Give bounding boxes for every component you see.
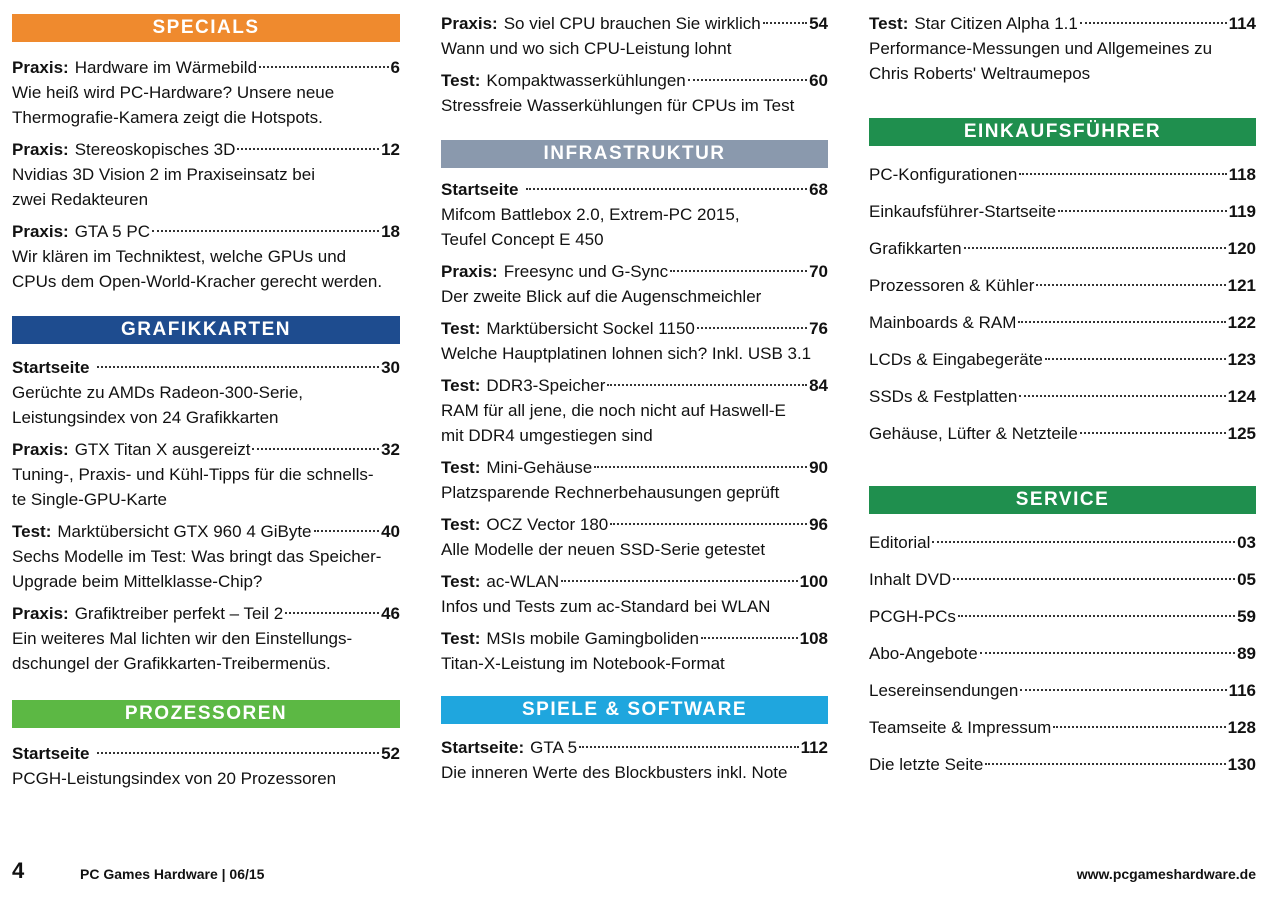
entry-page-number: 60 — [809, 71, 828, 90]
entry-description-line: Titan-X-Leistung im Notebook-Format — [441, 654, 725, 673]
index-item-page: 120 — [1227, 239, 1256, 258]
entry-type-label: Test: — [441, 376, 481, 395]
entry-page-number: 100 — [799, 572, 828, 591]
index-list-item — [869, 598, 1256, 635]
toc-entry — [12, 138, 400, 212]
entry-type-label: Praxis: — [12, 604, 69, 623]
index-item-label: PCGH-PCs — [869, 607, 956, 626]
entry-page-number: 114 — [1228, 14, 1256, 33]
section-header-specials: SPECIALS — [12, 14, 400, 42]
index-item-label: Inhalt DVD — [869, 570, 952, 589]
footer-page-number: 4 — [12, 858, 25, 883]
entry-page-number: 46 — [381, 604, 400, 623]
entry-page-number: 6 — [390, 58, 400, 77]
toc-entry-line — [441, 456, 828, 480]
toc-entry — [441, 374, 828, 448]
entry-page-number: 40 — [381, 522, 400, 541]
toc-entry-line — [12, 602, 400, 626]
index-list-item — [869, 672, 1256, 709]
toc-entry-line — [12, 220, 400, 244]
entry-description-line: Die inneren Werte des Blockbusters inkl. Note — [441, 763, 788, 782]
section-spiele-continued — [869, 12, 1256, 86]
dot-leader — [985, 763, 1225, 765]
toc-entry — [441, 456, 828, 505]
index-item-label: Gehäuse, Lüfter & Netzteile — [869, 424, 1078, 443]
entry-description-line: Welche Hauptplatinen lohnen sich? Inkl. USB 3.1 — [441, 344, 812, 363]
entry-description-line: Sechs Modelle im Test: Was bringt das Speicher- — [12, 547, 382, 566]
index-list-item — [869, 193, 1256, 230]
entry-title: Marktübersicht GTX 960 4 GiByte — [57, 522, 312, 541]
entry-page-number: 96 — [809, 515, 828, 534]
entry-description-line: Wir klären im Techniktest, welche GPUs und — [12, 247, 347, 266]
index-item-label: PC-Konfigurationen — [869, 165, 1018, 184]
toc-entry — [441, 69, 828, 118]
entry-description-line: Performance-Messungen und Allgemeines zu — [869, 39, 1213, 58]
dot-leader — [953, 578, 1235, 580]
dot-leader — [1058, 210, 1226, 212]
dot-leader — [1036, 284, 1225, 286]
dot-leader — [1053, 726, 1225, 728]
toc-entry — [12, 220, 400, 294]
entry-description-line: Chris Roberts' Weltraumepos — [869, 64, 1091, 83]
index-item-page: 123 — [1227, 350, 1256, 369]
entry-title: Kompaktwasserkühlungen — [486, 71, 686, 90]
entry-type-label: Test: — [441, 71, 481, 90]
entry-page-number: 30 — [381, 358, 400, 377]
entry-page-number: 84 — [809, 376, 828, 395]
toc-entry — [441, 736, 828, 785]
dot-leader — [1020, 689, 1226, 691]
entry-type-label: Test: — [12, 522, 52, 541]
entry-type-label: Test: — [869, 14, 909, 33]
entry-type-label: Test: — [441, 572, 481, 591]
toc-entry — [441, 317, 828, 366]
entry-page-number: 108 — [799, 629, 828, 648]
index-item-page: 130 — [1227, 755, 1256, 774]
index-item-label: Abo-Angebote — [869, 644, 978, 663]
section-einkaufsfuehrer — [869, 156, 1256, 452]
index-item-label: LCDs & Eingabegeräte — [869, 350, 1043, 369]
toc-entry — [12, 356, 400, 430]
index-item-page: 05 — [1237, 570, 1256, 589]
entry-title: Mini-Gehäuse — [486, 458, 593, 477]
entry-description-line: Teufel Concept E 450 — [441, 230, 604, 249]
footer-website-url: www.pcgameshardware.de — [1076, 866, 1256, 882]
entry-description-line: CPUs dem Open-World-Kracher gerecht werden. — [12, 272, 383, 291]
index-item-page: 116 — [1228, 681, 1256, 700]
entry-type-label: Startseite — [12, 744, 90, 763]
dot-leader — [980, 652, 1235, 654]
index-item-page: 128 — [1227, 718, 1256, 737]
column-right — [869, 0, 1256, 783]
column-middle — [441, 0, 828, 793]
section-header-service: SERVICE — [869, 486, 1256, 514]
index-list-item — [869, 746, 1256, 783]
toc-entry-line — [441, 736, 828, 760]
entry-description-line: Mifcom Battlebox 2.0, Extrem-PC 2015, — [441, 205, 740, 224]
section-header-grafikkarten: GRAFIKKARTEN — [12, 316, 400, 344]
toc-entry-line — [441, 12, 828, 36]
section-infrastruktur — [441, 178, 828, 676]
dot-leader — [237, 148, 379, 150]
toc-entry-line — [441, 627, 828, 651]
section-prozessoren — [12, 742, 400, 791]
index-item-page: 118 — [1228, 165, 1256, 184]
entry-description-line: Wie heiß wird PC-Hardware? Unsere neue — [12, 83, 335, 102]
entry-description-line: te Single-GPU-Karte — [12, 490, 167, 509]
entry-page-number: 70 — [809, 262, 828, 281]
entry-description-line: Ein weiteres Mal lichten wir den Einstellungs- — [12, 629, 353, 648]
toc-entry-line — [12, 138, 400, 162]
entry-title: ac-WLAN — [486, 572, 560, 591]
index-list-item — [869, 378, 1256, 415]
entry-page-number: 12 — [381, 140, 400, 159]
dot-leader — [97, 366, 379, 368]
dot-leader — [1045, 358, 1226, 360]
index-list-item — [869, 524, 1256, 561]
toc-entry-line — [441, 260, 828, 284]
dot-leader — [964, 247, 1226, 249]
entry-description-line: Leistungsindex von 24 Grafikkarten — [12, 408, 279, 427]
dot-leader — [252, 448, 379, 450]
dot-leader — [97, 752, 379, 754]
toc-entry — [441, 513, 828, 562]
entry-type-label: Startseite — [12, 358, 90, 377]
entry-title: Marktübersicht Sockel 1150 — [486, 319, 695, 338]
toc-entry — [441, 627, 828, 676]
entry-type-label: Test: — [441, 458, 481, 477]
index-list-item — [869, 415, 1256, 452]
dot-leader — [314, 530, 380, 532]
entry-page-number: 18 — [381, 222, 400, 241]
entry-description-line: Gerüchte zu AMDs Radeon-300-Serie, — [12, 383, 304, 402]
section-prozessoren-continued — [441, 12, 828, 118]
index-item-label: SSDs & Festplatten — [869, 387, 1018, 406]
index-item-page: 89 — [1237, 644, 1256, 663]
entry-title: Grafiktreiber perfekt – Teil 2 — [74, 604, 284, 623]
entry-title: Stereoskopisches 3D — [74, 140, 236, 159]
dot-leader — [285, 612, 379, 614]
entry-type-label: Praxis: — [12, 140, 69, 159]
toc-entry — [12, 438, 400, 512]
entry-description-line: Upgrade beim Mittelklasse-Chip? — [12, 572, 263, 591]
toc-entry — [12, 742, 400, 791]
section-header-einkaufsfuehrer: EINKAUFSFÜHRER — [869, 118, 1256, 146]
index-item-label: Einkaufsführer-Startseite — [869, 202, 1057, 221]
entry-description-line: Tuning-, Praxis- und Kühl-Tipps für die schnells- — [12, 465, 374, 484]
entry-page-number: 90 — [809, 458, 828, 477]
entry-page-number: 112 — [800, 738, 828, 757]
index-item-label: Lesereinsendungen — [869, 681, 1019, 700]
entry-type-label: Praxis: — [12, 58, 69, 77]
index-list-item — [869, 304, 1256, 341]
toc-entry-line — [12, 742, 400, 766]
index-list-item — [869, 635, 1256, 672]
entry-description-line: Infos und Tests zum ac-Standard bei WLAN — [441, 597, 771, 616]
entry-type-label: Startseite — [441, 180, 519, 199]
entry-page-number: 54 — [809, 14, 828, 33]
toc-entry-line — [869, 12, 1256, 36]
dot-leader — [526, 188, 807, 190]
section-specials — [12, 56, 400, 294]
entry-description-line: dschungel der Grafikkarten-Treibermenüs. — [12, 654, 331, 673]
index-list-item — [869, 561, 1256, 598]
index-list-item — [869, 341, 1256, 378]
entry-description-line: Der zweite Blick auf die Augenschmeichler — [441, 287, 762, 306]
entry-title: DDR3-Speicher — [486, 376, 606, 395]
toc-entry-line — [441, 570, 828, 594]
dot-leader — [1018, 321, 1225, 323]
dot-leader — [1019, 395, 1225, 397]
toc-entry — [441, 178, 828, 252]
toc-entry — [12, 56, 400, 130]
index-item-label: Die letzte Seite — [869, 755, 984, 774]
dot-leader — [958, 615, 1235, 617]
dot-leader — [932, 541, 1235, 543]
index-item-page: 59 — [1237, 607, 1256, 626]
dot-leader — [670, 270, 807, 272]
dot-leader — [1080, 22, 1227, 24]
entry-type-label: Praxis: — [441, 262, 498, 281]
toc-entry-line — [441, 513, 828, 537]
toc-entry-line — [12, 438, 400, 462]
dot-leader — [152, 230, 379, 232]
dot-leader — [610, 523, 807, 525]
section-header-prozessoren: PROZESSOREN — [12, 700, 400, 728]
entry-description-line: Platzsparende Rechnerbehausungen geprüft — [441, 483, 780, 502]
entry-type-label: Startseite: — [441, 738, 525, 757]
index-item-page: 122 — [1227, 313, 1256, 332]
index-list-item — [869, 156, 1256, 193]
entry-title: Hardware im Wärmebild — [74, 58, 258, 77]
entry-description-line: PCGH-Leistungsindex von 20 Prozessoren — [12, 769, 337, 788]
toc-entry — [441, 12, 828, 61]
dot-leader — [561, 580, 798, 582]
index-item-page: 125 — [1227, 424, 1256, 443]
toc-entry — [869, 12, 1256, 86]
entry-description-line: Stressfreie Wasserkühlungen für CPUs im Test — [441, 96, 795, 115]
toc-entry-line — [12, 356, 400, 380]
section-service — [869, 524, 1256, 783]
entry-title: Freesync und G-Sync — [503, 262, 669, 281]
dot-leader — [594, 466, 807, 468]
entry-description-line: Alle Modelle der neuen SSD-Serie getestet — [441, 540, 766, 559]
entry-title: MSIs mobile Gamingboliden — [486, 629, 699, 648]
entry-title: GTX Titan X ausgereizt — [74, 440, 251, 459]
entry-title: OCZ Vector 180 — [486, 515, 609, 534]
index-item-label: Grafikkarten — [869, 239, 962, 258]
entry-title: Star Citizen Alpha 1.1 — [914, 14, 1078, 33]
index-list-item — [869, 230, 1256, 267]
entry-type-label: Test: — [441, 515, 481, 534]
entry-description-line: mit DDR4 umgestiegen sind — [441, 426, 653, 445]
entry-description-line: Nvidias 3D Vision 2 im Praxiseinsatz bei — [12, 165, 315, 184]
toc-entry — [12, 520, 400, 594]
entry-title: So viel CPU brauchen Sie wirklich — [503, 14, 761, 33]
entry-type-label: Praxis: — [12, 440, 69, 459]
dot-leader — [1019, 173, 1226, 175]
dot-leader — [1080, 432, 1226, 434]
toc-entry — [441, 260, 828, 309]
section-spiele — [441, 736, 828, 785]
dot-leader — [607, 384, 807, 386]
index-item-label: Editorial — [869, 533, 931, 552]
dot-leader — [701, 637, 798, 639]
entry-description-line: Thermografie-Kamera zeigt die Hotspots. — [12, 108, 323, 127]
index-item-page: 121 — [1227, 276, 1256, 295]
index-item-page: 119 — [1228, 202, 1256, 221]
entry-description-line: zwei Redakteuren — [12, 190, 149, 209]
dot-leader — [688, 79, 807, 81]
index-item-label: Prozessoren & Kühler — [869, 276, 1035, 295]
toc-entry-line — [12, 520, 400, 544]
toc-entry — [12, 602, 400, 676]
section-header-spiele: SPIELE & SOFTWARE — [441, 696, 828, 724]
toc-entry-line — [441, 178, 828, 202]
entry-type-label: Test: — [441, 629, 481, 648]
toc-entry-line — [12, 56, 400, 80]
entry-page-number: 52 — [381, 744, 400, 763]
toc-entry — [441, 570, 828, 619]
entry-page-number: 32 — [381, 440, 400, 459]
entry-type-label: Praxis: — [12, 222, 69, 241]
dot-leader — [697, 327, 807, 329]
entry-description-line: Wann und wo sich CPU-Leistung lohnt — [441, 39, 732, 58]
toc-entry-line — [441, 69, 828, 93]
entry-title: GTA 5 — [530, 738, 578, 757]
index-item-page: 124 — [1227, 387, 1256, 406]
toc-entry-line — [441, 317, 828, 341]
index-list-item — [869, 267, 1256, 304]
entry-page-number: 76 — [809, 319, 828, 338]
index-item-page: 03 — [1237, 533, 1256, 552]
entry-type-label: Test: — [441, 319, 481, 338]
column-left — [12, 0, 400, 799]
entry-type-label: Praxis: — [441, 14, 498, 33]
toc-entry-line — [441, 374, 828, 398]
entry-page-number: 68 — [809, 180, 828, 199]
footer-magazine-issue: PC Games Hardware | 06/15 — [80, 866, 265, 882]
dot-leader — [763, 22, 807, 24]
dot-leader — [259, 66, 389, 68]
section-grafikkarten — [12, 356, 400, 676]
index-item-label: Mainboards & RAM — [869, 313, 1017, 332]
index-item-label: Teamseite & Impressum — [869, 718, 1052, 737]
dot-leader — [579, 746, 798, 748]
index-list-item — [869, 709, 1256, 746]
entry-description-line: RAM für all jene, die noch nicht auf Haswell-E — [441, 401, 786, 420]
section-header-infrastruktur: INFRASTRUKTUR — [441, 140, 828, 168]
entry-title: GTA 5 PC — [74, 222, 150, 241]
